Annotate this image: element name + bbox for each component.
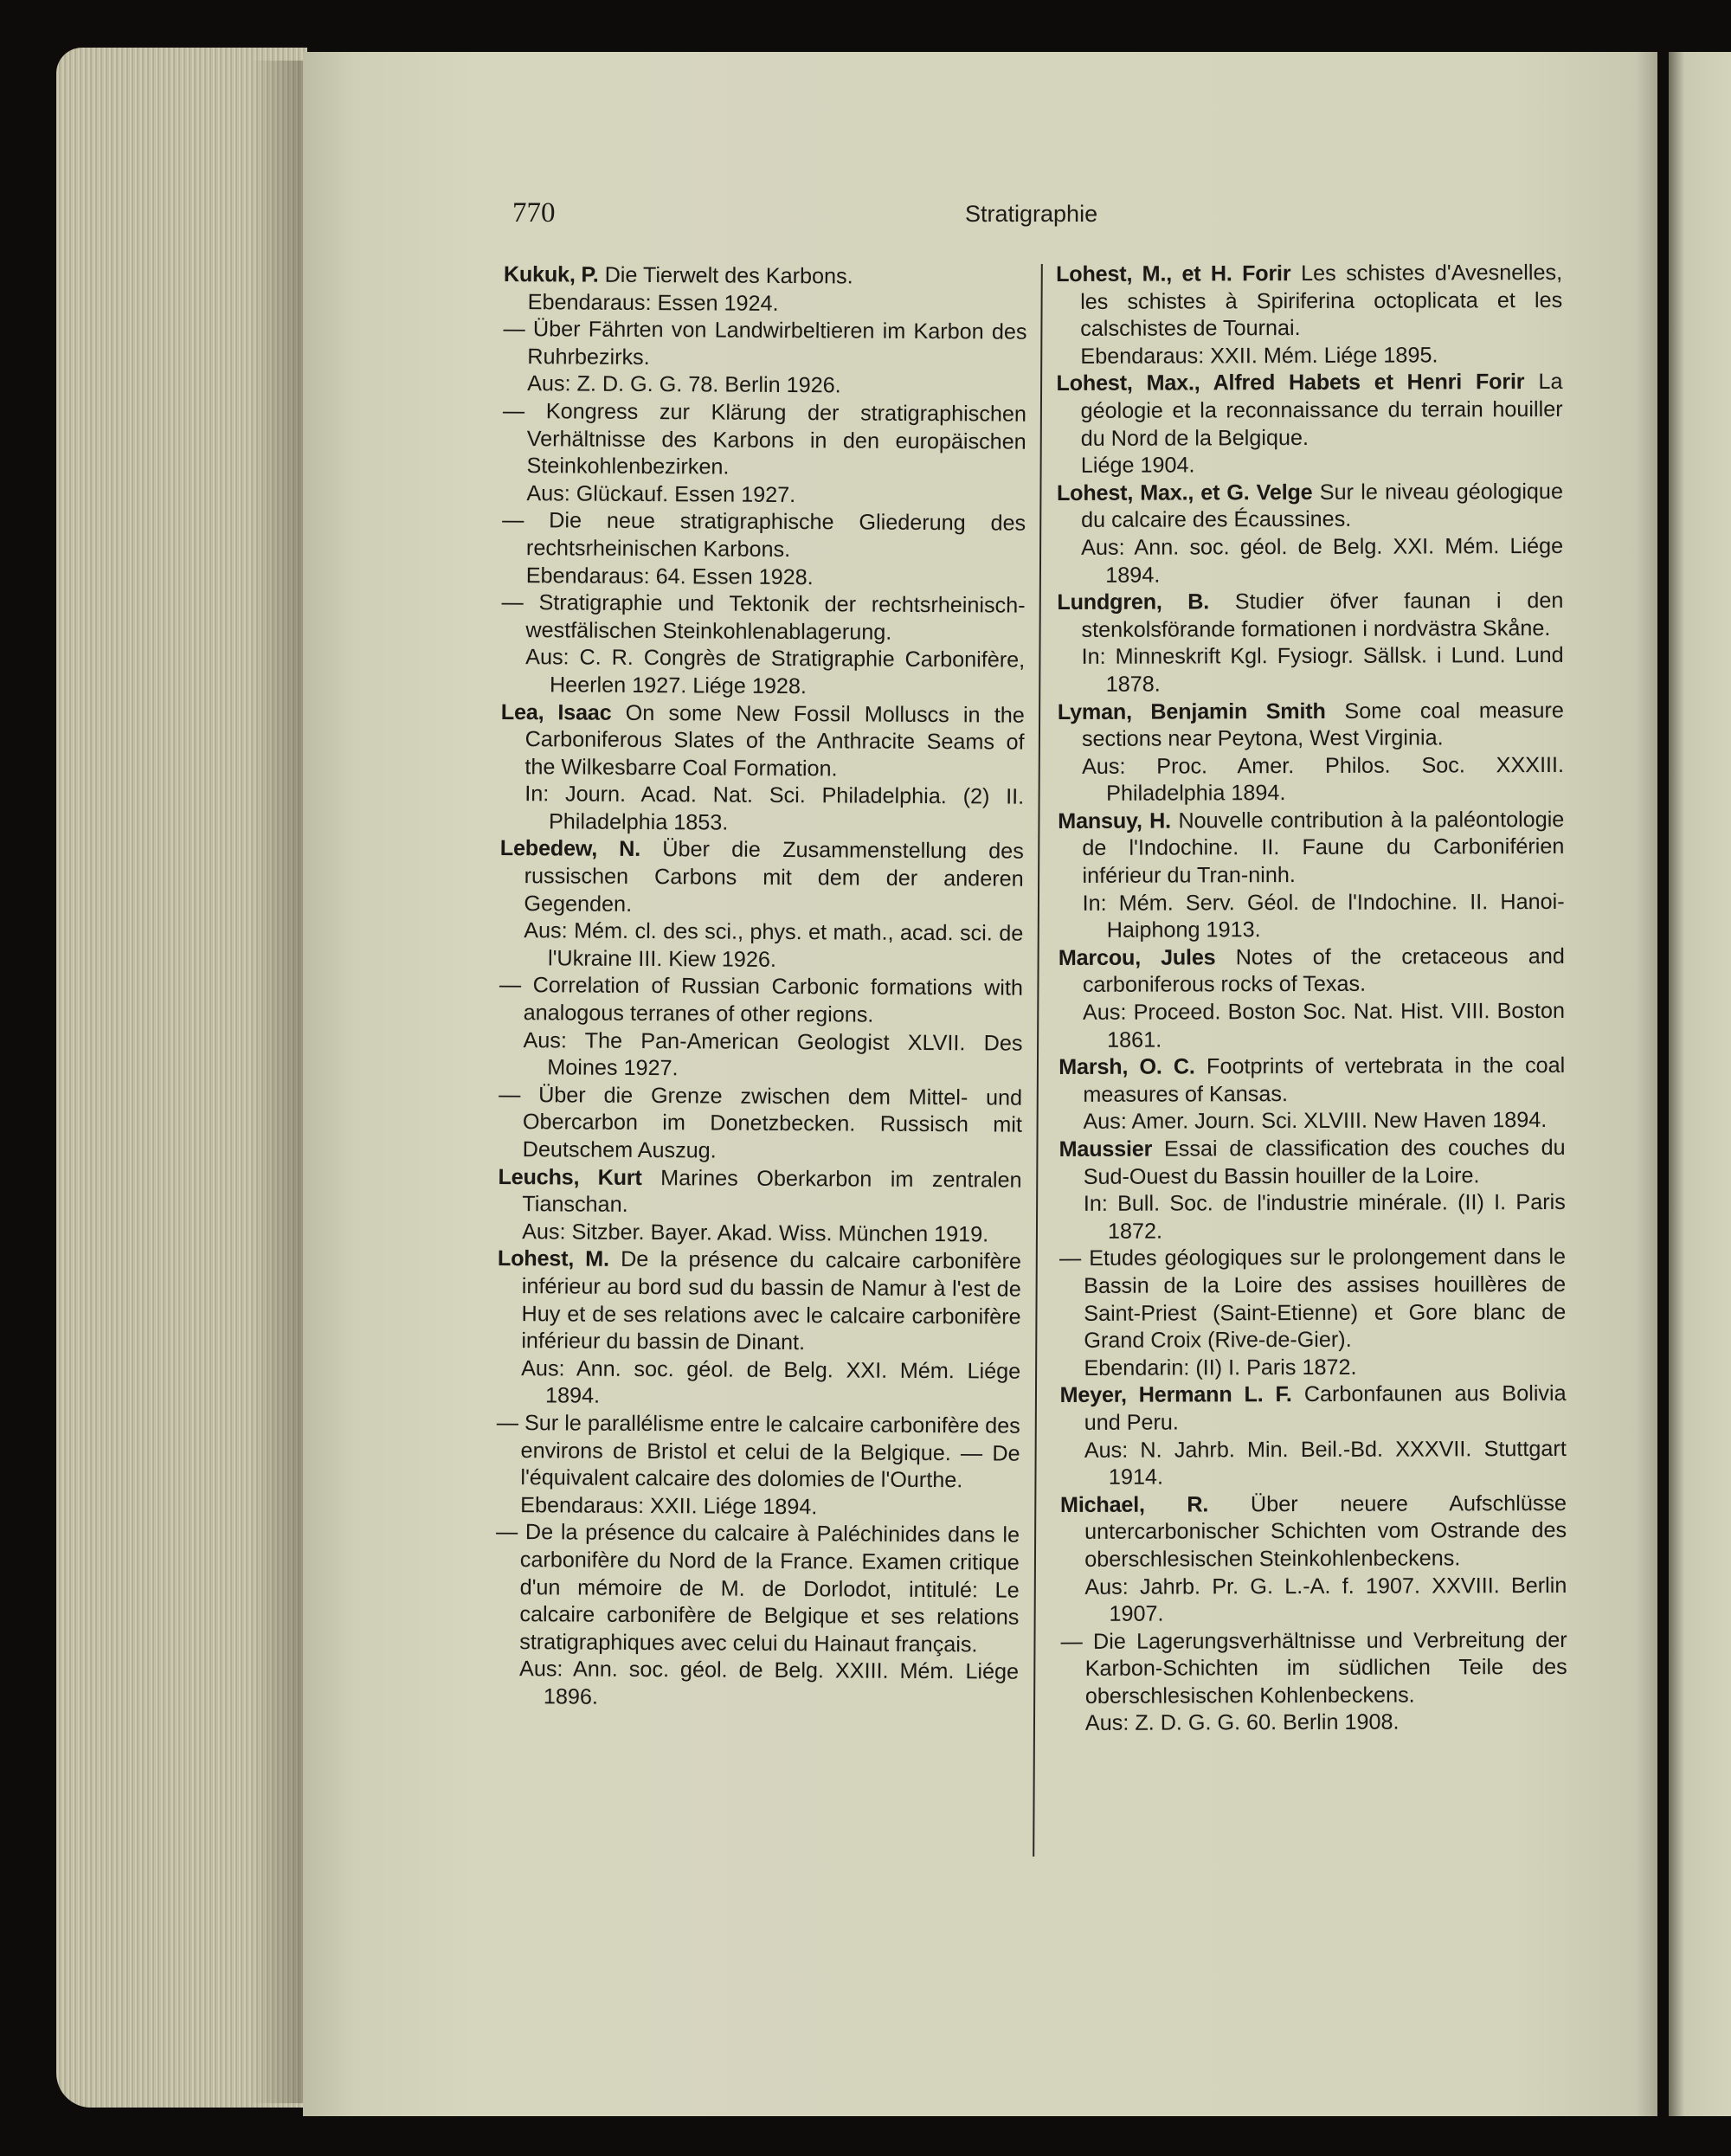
entry-author: — — [502, 398, 525, 424]
bibliography-entry — [1058, 807, 1565, 945]
bibliography-entry — [500, 698, 1025, 839]
entry-reference: Liége 1904. — [1080, 453, 1195, 479]
entry-author: Kukuk, P. — [503, 261, 599, 287]
entry-reference: Aus: C. R. Congrès de Stratigraphie Carbonifère, Heerlen 1927. Liége 1928. — [525, 645, 1026, 699]
entry-reference: Aus: Ann. soc. géol. de Belg. XXIII. Mém. Liége 1896. — [518, 1657, 1020, 1709]
entry-reference: Aus: Ann. soc. géol. de Belg. XXI. Mém. Liége 1894. — [1081, 533, 1564, 588]
entry-heading — [1059, 1244, 1566, 1355]
running-title: Stratigraphie — [965, 201, 1098, 227]
entry-title: Footprints of vertebrata in the coal measures of Kansas. — [1083, 1053, 1566, 1107]
entry-heading — [499, 835, 1024, 920]
entry-author: Mansuy, H. — [1058, 808, 1171, 833]
entry-title: Die Tierwelt des Karbons. — [604, 262, 853, 289]
entry-title: Marines Oberkarbon im zentralen Tianschan. — [522, 1165, 1022, 1218]
entry-heading — [502, 398, 1026, 483]
bibliography-entry — [1060, 1490, 1567, 1629]
entry-heading — [498, 1164, 1021, 1222]
entry-heading — [495, 1519, 1020, 1659]
entry-title: Über Fährten von Landwirbeltieren im Karbon des Ruhrbezirks. — [527, 317, 1027, 370]
entry-author: — — [1059, 1246, 1082, 1271]
entry-reference: Aus: Z. D. G. G. 60. Berlin 1908. — [1084, 1710, 1400, 1736]
bibliography-entry — [1058, 697, 1564, 808]
entry-heading — [1056, 369, 1562, 453]
left-column — [495, 261, 1027, 1714]
entry-title: Studier öfver faunan i den stenkolsförande formationen i nordvästra Skåne. — [1081, 589, 1564, 642]
entry-title: Sur le niveau géologique du calcaire des Écaussines. — [1080, 479, 1563, 533]
entry-author: Lea, Isaac — [500, 699, 612, 725]
entry-author: Meyer, Hermann L. F. — [1059, 1382, 1292, 1408]
entry-reference: Aus: Amer. Journ. Sci. XLVIII. New Haven 1894. — [1083, 1108, 1548, 1135]
entry-author: — — [499, 973, 522, 998]
entry-title: Sur le parallélisme entre le calcaire carbonifère des environs de Bristol et celui de la Belgique. — De l'équivalent calcaire des dolomies de l'Ourthe. — [520, 1411, 1020, 1493]
entry-reference: Ebendaraus: XXII. Liége 1894. — [520, 1492, 818, 1519]
entry-author: Marsh, O. C. — [1059, 1054, 1195, 1080]
entry-reference: Aus: Sitzber. Bayer. Akad. Wiss. München 1919. — [522, 1219, 989, 1247]
entry-reference: Aus: Mém. cl. des sci., phys. et math., acad. sci. de l'Ukraine III. Kiew 1926. — [524, 918, 1024, 972]
right-column — [1056, 260, 1567, 1738]
entry-title: Some coal measure sections near Peytona, West Virginia. — [1081, 698, 1564, 751]
bibliography-entry — [1061, 1627, 1567, 1738]
entry-author: Lundgren, B. — [1057, 589, 1210, 615]
entry-heading — [1060, 1380, 1567, 1437]
entry-heading — [1058, 807, 1564, 891]
entry-heading — [1059, 943, 1565, 1000]
entry-author: Lohest, M., et H. Forir — [1056, 261, 1291, 286]
bibliography-entry — [496, 1410, 1020, 1522]
entry-heading — [1056, 260, 1562, 344]
bibliography-entry — [502, 398, 1026, 511]
entry-heading — [504, 261, 1027, 292]
bibliography-entry — [499, 835, 1024, 975]
entry-heading — [1059, 1135, 1566, 1191]
entry-reference: Ebendaraus: XXII. Mém. Liége 1895. — [1080, 343, 1438, 369]
entry-title: Über neuere Aufschlüsse untercarbonischer Schichten vom Ostrande des oberschlesischen Steinkohlenbeckens. — [1084, 1490, 1567, 1572]
page-number: 770 — [512, 197, 556, 228]
entry-heading — [1061, 1627, 1567, 1711]
entry-reference: Ebendaraus: 64. Essen 1928. — [525, 563, 814, 589]
entry-title: Nouvelle contribution à la paléontologie de l'Indochine. II. Faune du Carboniférien inférieur du Tran-ninh. — [1082, 807, 1565, 888]
entry-heading — [502, 507, 1026, 565]
entry-reference: Aus: The Pan-American Geologist XLVII. Des Moines 1927. — [523, 1027, 1023, 1081]
entry-author: — — [501, 590, 524, 615]
entry-author: — — [499, 1082, 521, 1107]
bibliography-entry — [1057, 479, 1563, 589]
entry-reference: Aus: Z. D. G. G. 78. Berlin 1926. — [527, 371, 841, 398]
entry-heading — [497, 1245, 1021, 1358]
entry-author: Lohest, Max., Alfred Habets et Henri Forir — [1056, 370, 1525, 396]
entry-reference: Ebendaraus: Essen 1924. — [527, 289, 779, 316]
entry-title: La géologie et la reconnaissance du terrain houiller du Nord de la Belgique. — [1080, 370, 1563, 451]
entry-title: Etudes géologiques sur le prolongement dans le Bassin de la Loire des assises houillères de Saint-Priest (Saint-Etienne) et Gore blanc de Grand Croix (Rive-de-Gier). — [1084, 1245, 1567, 1354]
entry-heading — [1057, 588, 1563, 644]
entry-reference: Aus: N. Jahrb. Min. Beil.-Bd. XXXVII. Stuttgart 1914. — [1084, 1436, 1567, 1490]
entry-author: Lohest, Max., et G. Velge — [1056, 479, 1313, 505]
entry-title: Über die Grenze zwischen dem Mittel- und Obercarbon im Donetzbecken. Russisch mit Deutschem Auszug. — [522, 1083, 1023, 1163]
bibliography-entry — [499, 1082, 1023, 1167]
facing-page-edge — [1669, 52, 1731, 2116]
entry-title: De la présence du calcaire à Paléchinides dans le carbonifère du Nord de la France. Examen critique d'un mémoire de M. de Dorlodot, intitulé: Le calcaire carbonifère de Belgique et ses relations stratigraphiques avec celui du Hainaut français. — [519, 1520, 1020, 1657]
entry-author: Leuchs, Kurt — [498, 1164, 642, 1190]
entry-author: Marcou, Jules — [1058, 945, 1216, 970]
entry-heading — [503, 316, 1026, 374]
entry-reference: In: Bull. Soc. de l'industrie minérale. (II) I. Paris 1872. — [1083, 1190, 1566, 1244]
entry-heading — [499, 972, 1023, 1030]
entry-title: Notes of the cretaceous and carboniferous rocks of Texas. — [1082, 943, 1565, 998]
entry-heading — [1057, 479, 1563, 535]
entry-title: Die neue stratigraphische Gliederung des rechtsrheinischen Karbons. — [525, 508, 1026, 562]
entry-reference: In: Minneskrift Kgl. Fysiogr. Sällsk. i Lund. Lund 1878. — [1081, 643, 1564, 697]
page-gutter-shadow — [251, 61, 303, 2103]
entry-title: Carbonfaunen aus Bolivia und Peru. — [1084, 1381, 1567, 1435]
bibliography-entry — [1059, 1135, 1566, 1245]
entry-author: Lohest, M. — [497, 1246, 609, 1272]
entry-author: Lyman, Benjamin Smith — [1057, 698, 1326, 724]
entry-title: Stratigraphie und Tektonik der rechtsrheinisch-westfälischen Steinkohlenablagerung. — [525, 590, 1026, 645]
bibliography-entry — [1056, 260, 1562, 370]
entry-author: — — [496, 1410, 519, 1436]
entry-reference: Aus: Ann. soc. géol. de Belg. XXI. Mém. Liége 1894. — [521, 1355, 1021, 1409]
entry-heading — [499, 1082, 1023, 1167]
bibliography-entry — [1056, 369, 1562, 479]
entry-title: Kongress zur Klärung der stratigraphischen Verhältnisse des Karbons in den europäischen Steinkohlenbezirken. — [526, 399, 1027, 479]
bibliography-entry — [504, 261, 1027, 319]
entry-author: Michael, R. — [1059, 1492, 1209, 1517]
entry-title: Die Lagerungsverhältnisse und Verbreitung der Karbon-Schichten im südlichen Teile des oberschlesischen Kohlenbeckens. — [1084, 1627, 1567, 1709]
entry-reference: In: Mém. Serv. Géol. de l'Indochine. II. Hanoi-Haiphong 1913. — [1082, 889, 1565, 943]
bibliography-entry — [497, 1245, 1021, 1413]
entry-reference: Aus: Proc. Amer. Philos. Soc. XXXIII. Philadelphia 1894. — [1081, 752, 1565, 807]
bibliography-entry — [1059, 1052, 1565, 1136]
entry-reference: Aus: Glückauf. Essen 1927. — [526, 480, 796, 507]
entry-author: Lebedew, N. — [499, 836, 641, 862]
entry-heading — [1060, 1490, 1567, 1574]
bibliography-entry — [503, 316, 1027, 401]
entry-author: — — [503, 317, 525, 342]
entry-title: Correlation of Russian Carbonic formations with analogous terranes of other regions. — [523, 973, 1023, 1027]
entry-title: Über die Zusammenstellung des russischen Carbons mit dem der anderen Gegenden. — [524, 837, 1024, 917]
entry-author: — — [1060, 1629, 1083, 1654]
bibliography-entry — [1059, 1244, 1567, 1382]
entry-title: Les schistes d'Avesnelles, les schistes à Spiriferina octoplicata et les calschistes de Tournai. — [1080, 260, 1563, 342]
entry-reference: Aus: Jahrb. Pr. G. L.-A. f. 1907. XXVIII. Berlin 1907. — [1084, 1573, 1567, 1626]
entry-reference: Ebendarin: (II) I. Paris 1872. — [1084, 1355, 1357, 1380]
entry-heading — [500, 698, 1025, 783]
entry-title: De la présence du calcaire carbonifère inférieur au bord sud du bassin de Namur à l'est de Huy et de ses relations avec le calcaire carbonifère inférieur du bassin de Dinant. — [521, 1247, 1022, 1355]
entry-author: Maussier — [1059, 1136, 1153, 1162]
entry-title: On some New Fossil Molluscs in the Carboniferous Slates of the Anthracite Seams of the Wilkesbarre Coal Formation. — [524, 700, 1025, 782]
bibliography-entry — [495, 1519, 1020, 1714]
entry-author: — — [502, 508, 524, 533]
bibliography-entry — [1057, 588, 1563, 698]
entry-heading — [1059, 1052, 1565, 1109]
entry-heading — [496, 1410, 1020, 1495]
entry-reference: Aus: Proceed. Boston Soc. Nat. Hist. VIII. Boston 1861. — [1082, 998, 1566, 1052]
entry-author: — — [495, 1520, 518, 1545]
bibliography-entry — [1060, 1380, 1567, 1491]
entry-reference: In: Journ. Acad. Nat. Sci. Philadelphia. (2) II. Philadelphia 1853. — [524, 782, 1025, 835]
bibliography-entry — [499, 972, 1023, 1084]
bibliography-entry — [498, 1164, 1022, 1249]
bibliography-entry — [1059, 943, 1565, 1054]
bibliography-entry — [501, 589, 1026, 702]
entry-heading — [501, 589, 1025, 647]
entry-heading — [1058, 697, 1564, 753]
bibliography-entry — [502, 507, 1026, 592]
entry-title: Essai de classification des couches du Sud-Ouest du Bassin houiller de la Loire. — [1083, 1135, 1566, 1189]
